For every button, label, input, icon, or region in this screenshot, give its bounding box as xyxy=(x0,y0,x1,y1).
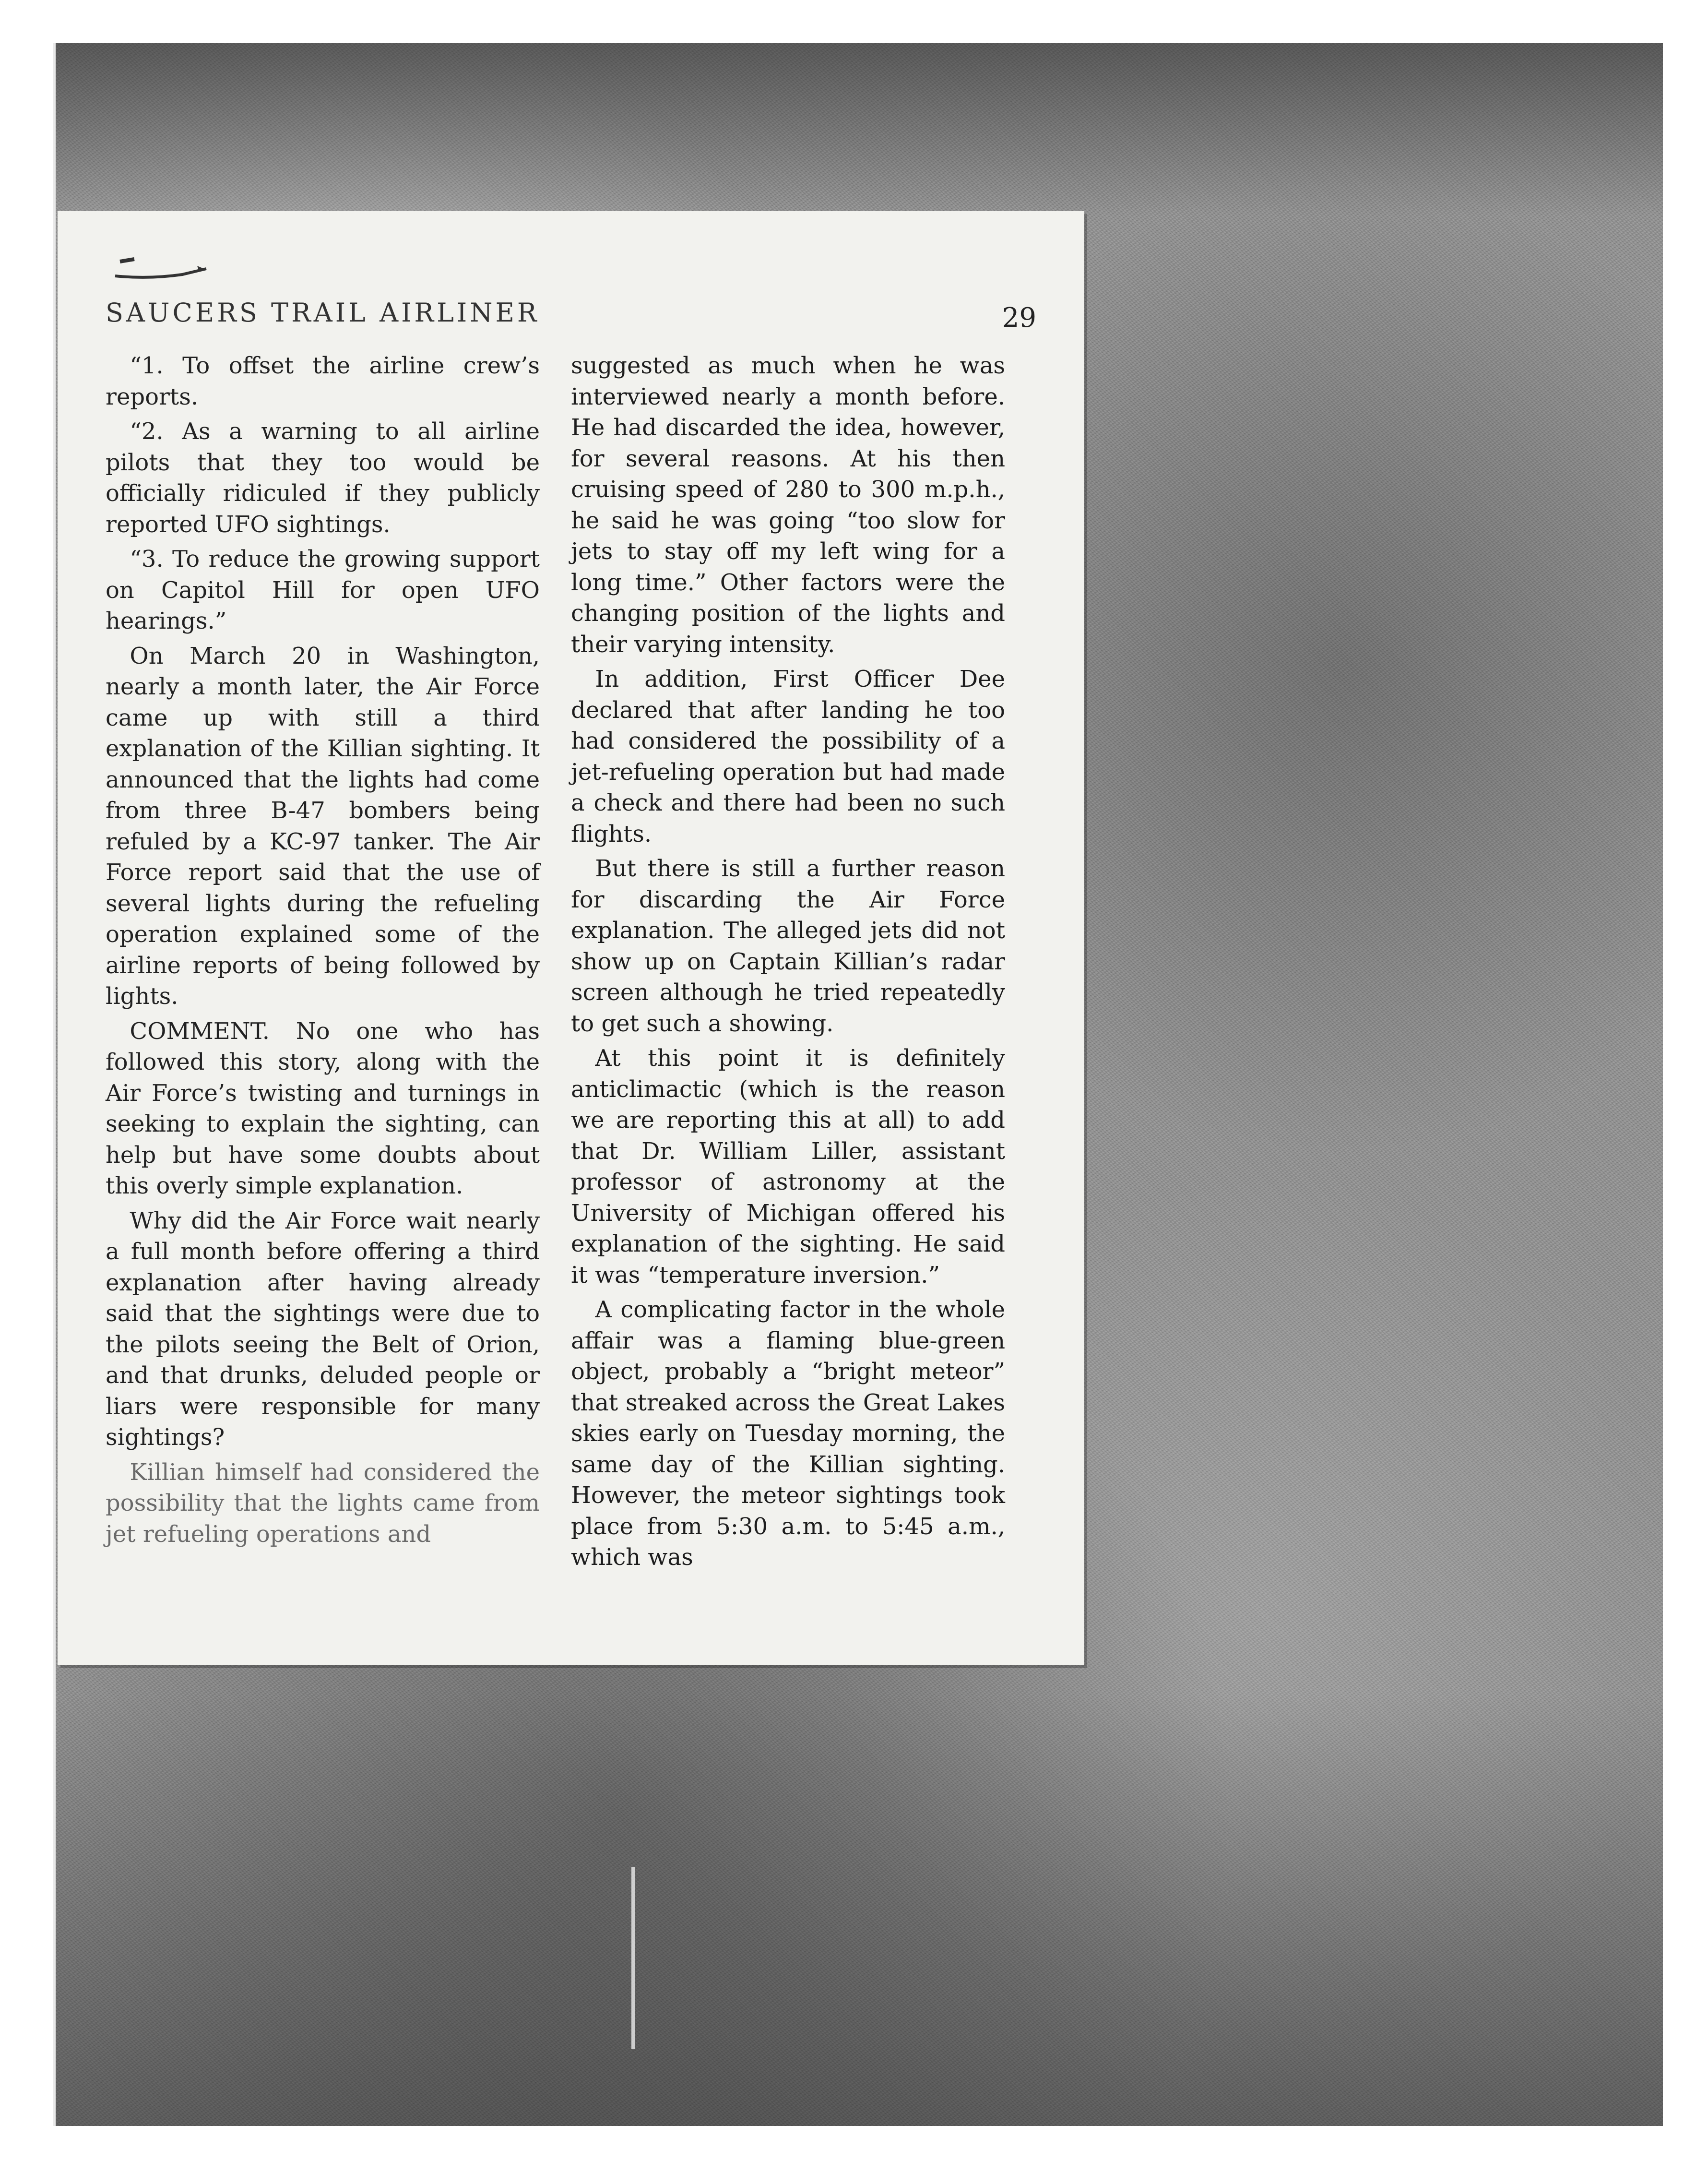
right-column xyxy=(571,350,1005,1573)
document-page xyxy=(58,211,1084,1665)
paragraph: On March 20 in Washington, nearly a month later, the Air Force came up with still a third explanation of the Killian sighting. It announced that the lights had come from three B-47 bombers being refuled by a KC-97 tanker. The Air Force report said that the use of several lights during the refueling operation explained some of the airline reports of being followed by lights. xyxy=(106,642,540,1010)
running-head: SAUCERS TRAIL AIRLINER xyxy=(106,298,540,328)
paragraph: “1. To offset the airline crew’s reports. xyxy=(106,352,540,410)
scan-shadow-top xyxy=(56,43,1663,216)
left-column xyxy=(106,350,540,1550)
ornament-icon xyxy=(110,250,216,283)
paragraph: But there is still a further reason for discarding the Air Force explanation. The alleged jets did not show up on Captain Killian’s radar screen although he tried repeatedly to get such a showing. xyxy=(571,855,1005,1037)
page-header xyxy=(106,298,1036,336)
paragraph: At this point it is definitely anticlimactic (which is the reason we are reporting this at all) to add that Dr. William Liller, assistant professor of astronomy at the University of Michigan offered his explanation of the sighting. He said it was “temperature inversion.” xyxy=(571,1045,1005,1289)
paragraph: “2. As a warning to all airline pilots that they too would be officially ridiculed if they publicly reported UFO sightings. xyxy=(106,418,540,538)
paragraph: In addition, First Officer Dee declared that after landing he too had considered the possibility of a jet-refueling operation but had made a check and there had been no such flights. xyxy=(571,666,1005,847)
scan-streak xyxy=(631,1867,635,2049)
scan-shadow-bottom xyxy=(56,1694,1663,2126)
paragraph: “3. To reduce the growing support on Capitol Hill for open UFO hearings.” xyxy=(106,546,540,634)
page-number: 29 xyxy=(1002,302,1036,334)
paragraph: Why did the Air Force wait nearly a full month before offering a third explanation after having already said that the sightings were due to the pilots seeing the Belt of Orion, and that drunks, deluded people or liars were responsible for many sightings? xyxy=(106,1207,540,1451)
paragraph: A complicating factor in the whole affair was a flaming blue-green object, probably a “bright meteor” that streaked across the Great Lakes skies early on Tuesday morning, the same day of the Killian sighting. However, the meteor sightings took place from 5:30 a.m. to 5:45 a.m., which was xyxy=(571,1296,1005,1571)
paragraph: COMMENT. No one who has followed this story, along with the Air Force’s twisting and turnings in seeking to explain the sighting, can help but have some doubts about this overly simple explanation. xyxy=(106,1017,540,1199)
paragraph: Killian himself had considered the possibility that the lights came from jet refueling operations and xyxy=(106,1458,540,1548)
paragraph: suggested as much when he was interviewed nearly a month before. He had discarded the idea, however, for several reasons. At his then cruising speed of 280 to 300 m.p.h., he said he was going “too slow for jets to stay off my left wing for a long time.” Other factors were the changing position of the lights and their varying intensity. xyxy=(571,352,1005,658)
